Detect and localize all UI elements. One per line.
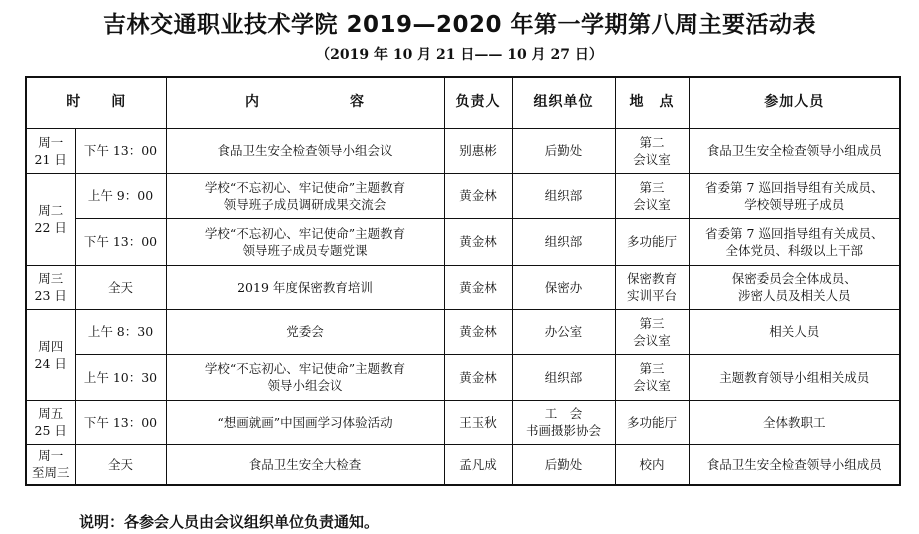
table-row	[26, 444, 900, 485]
header-row	[26, 77, 900, 128]
day-cell-fri: 周五 25 日	[26, 400, 75, 444]
day-cell-wed: 周三 23 日	[26, 265, 75, 309]
place-cell: 多功能厅	[615, 218, 689, 265]
unit-cell: 办公室	[512, 309, 615, 354]
date-range: （2019 年 10 月 21 日—— 10 月 27 日）	[316, 47, 603, 63]
place-cell: 第三 会议室	[615, 173, 689, 218]
table-row	[26, 173, 900, 218]
table-row	[26, 128, 900, 173]
unit-cell: 后勤处	[512, 444, 615, 485]
person-cell: 别惠彬	[444, 128, 512, 173]
day-cell-monwed: 周一 至周三	[26, 444, 75, 485]
time-cell: 上午 10：30	[75, 354, 166, 400]
person-cell: 黄金林	[444, 218, 512, 265]
person-cell: 黄金林	[444, 265, 512, 309]
content-cell: 学校“不忘初心、牢记使命”主题教育 领导班子成员专题党课	[166, 218, 444, 265]
day-cell-tue: 周二 22 日	[26, 173, 75, 265]
person-cell: 黄金林	[444, 173, 512, 218]
footnote: 说明：各参会人员由会议组织单位负责通知。	[79, 513, 380, 531]
participants-cell: 食品卫生安全检查领导小组成员	[689, 444, 900, 485]
place-cell: 第二 会议室	[615, 128, 689, 173]
time-cell: 上午 9：00	[75, 173, 166, 218]
content-cell: 食品卫生安全大检查	[166, 444, 444, 485]
header-participants: 参加人员	[689, 77, 900, 128]
table-row	[26, 400, 900, 444]
content-cell: 学校“不忘初心、牢记使命”主题教育 领导班子成员调研成果交流会	[166, 173, 444, 218]
unit-cell: 保密办	[512, 265, 615, 309]
page-title: 吉林交通职业技术学院 2019—2020 年第一学期第八周主要活动表	[102, 12, 817, 38]
content-cell: 食品卫生安全检查领导小组会议	[166, 128, 444, 173]
time-cell: 下午 13：00	[75, 400, 166, 444]
header-unit: 组织单位	[512, 77, 615, 128]
content-cell: 学校“不忘初心、牢记使命”主题教育 领导小组会议	[166, 354, 444, 400]
person-cell: 黄金林	[444, 354, 512, 400]
table-row	[26, 309, 900, 354]
participants-cell: 主题教育领导小组相关成员	[689, 354, 900, 400]
header-time: 时 间	[26, 77, 166, 128]
participants-cell: 全体教职工	[689, 400, 900, 444]
table-row	[26, 265, 900, 309]
place-cell: 第三 会议室	[615, 354, 689, 400]
day-cell-mon: 周一 21 日	[26, 128, 75, 173]
unit-cell: 后勤处	[512, 128, 615, 173]
schedule-table	[25, 76, 901, 486]
participants-cell: 食品卫生安全检查领导小组成员	[689, 128, 900, 173]
unit-cell: 工 会 书画摄影协会	[512, 400, 615, 444]
day-cell-thu: 周四 24 日	[26, 309, 75, 400]
person-cell: 孟凡成	[444, 444, 512, 485]
content-cell: “想画就画”中国画学习体验活动	[166, 400, 444, 444]
place-cell: 第三 会议室	[615, 309, 689, 354]
header-content: 内 容	[166, 77, 444, 128]
place-cell: 校内	[615, 444, 689, 485]
person-cell: 王玉秋	[444, 400, 512, 444]
participants-cell: 保密委员会全体成员、 涉密人员及相关人员	[689, 265, 900, 309]
content-cell: 党委会	[166, 309, 444, 354]
header-place: 地 点	[615, 77, 689, 128]
unit-cell: 组织部	[512, 354, 615, 400]
participants-cell: 省委第 7 巡回指导组有关成员、 全体党员、科级以上干部	[689, 218, 900, 265]
table-row	[26, 354, 900, 400]
time-cell: 上午 8：30	[75, 309, 166, 354]
unit-cell: 组织部	[512, 173, 615, 218]
content-cell: 2019 年度保密教育培训	[166, 265, 444, 309]
table-row	[26, 218, 900, 265]
participants-cell: 相关人员	[689, 309, 900, 354]
time-cell: 全天	[75, 444, 166, 485]
place-cell: 保密教育 实训平台	[615, 265, 689, 309]
header-person: 负责人	[444, 77, 512, 128]
unit-cell: 组织部	[512, 218, 615, 265]
participants-cell: 省委第 7 巡回指导组有关成员、 学校领导班子成员	[689, 173, 900, 218]
person-cell: 黄金林	[444, 309, 512, 354]
time-cell: 下午 13：00	[75, 128, 166, 173]
time-cell: 下午 13：00	[75, 218, 166, 265]
time-cell: 全天	[75, 265, 166, 309]
place-cell: 多功能厅	[615, 400, 689, 444]
